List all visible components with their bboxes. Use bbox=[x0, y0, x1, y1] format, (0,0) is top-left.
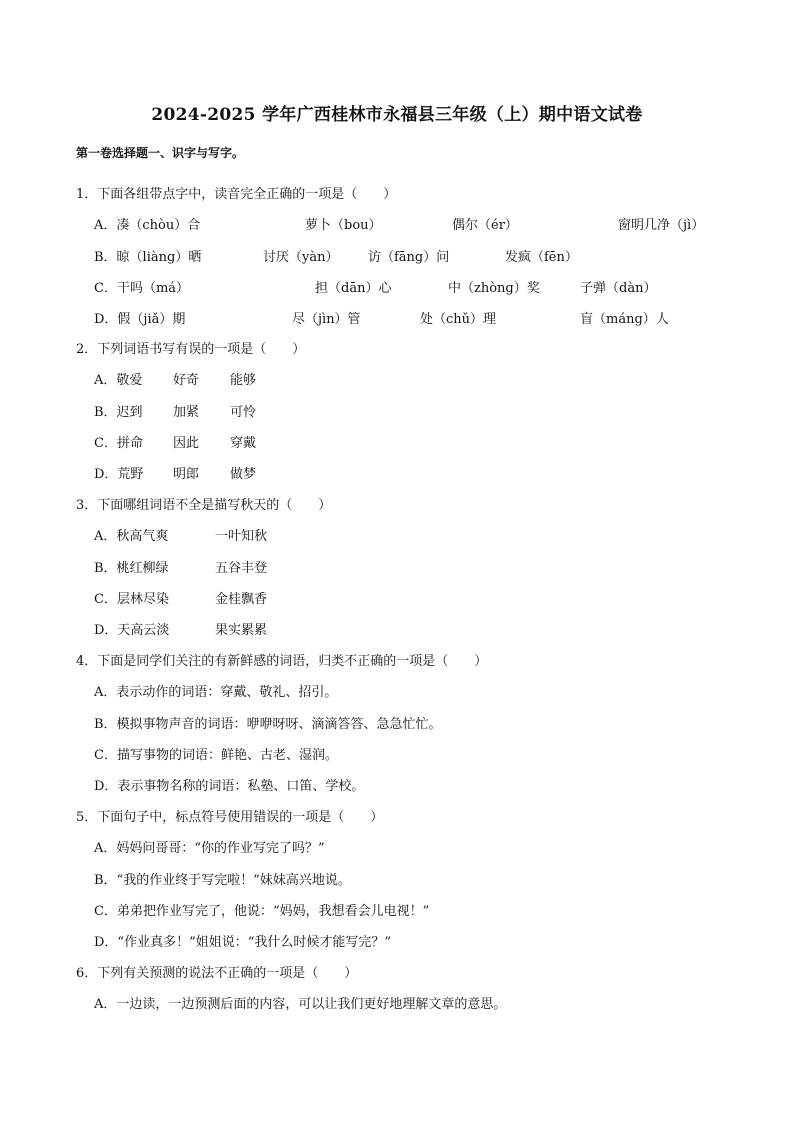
option-term: 讨厌（yàn） bbox=[263, 249, 339, 265]
question-stem: 2．下列词语书写有误的一项是（ ） bbox=[76, 342, 306, 357]
option-term: 发疯（fēn） bbox=[505, 249, 578, 265]
option-term: 偶尔（ér） bbox=[452, 218, 518, 234]
answer-option: C．弟弟把作业写完了，他说：“妈妈，我想看会儿电视！” bbox=[94, 903, 430, 919]
option-term: 处（chǔ）理 bbox=[420, 312, 497, 328]
question-stem: 6．下列有关预测的说法不正确的一项是（ ） bbox=[76, 966, 358, 981]
option-term: 尽（jìn）管 bbox=[292, 312, 361, 328]
answer-option: B．模拟事物声音的词语：咿咿呀呀、滴滴答答、急急忙忙。 bbox=[94, 716, 442, 732]
option-term: 五谷丰登 bbox=[215, 560, 268, 576]
option-term: 能够 bbox=[230, 373, 257, 389]
answer-option: A．一边读，一边预测后面的内容，可以让我们更好地理解文章的意思。 bbox=[94, 997, 507, 1013]
option-term: 访（fāng）问 bbox=[368, 249, 450, 265]
answer-option: C．拼命 bbox=[94, 435, 143, 451]
answer-option: D．“作业真多！”姐姐说：“我什么时候才能写完？” bbox=[94, 935, 392, 951]
option-term: 好奇 bbox=[173, 373, 200, 389]
section-heading: 第一卷选择题一、识字与写字。 bbox=[76, 146, 245, 160]
answer-option: B．“我的作业终于写完啦！”妹妹高兴地说。 bbox=[94, 872, 351, 888]
question-stem: 5．下面句子中，标点符号使用错误的一项是（ ） bbox=[76, 810, 384, 825]
answer-option: C．描写事物的词语：鲜艳、古老、湿润。 bbox=[94, 747, 338, 763]
answer-option: B．晾（liàng）晒 bbox=[94, 249, 202, 265]
option-term: 担（dān）心 bbox=[315, 280, 392, 296]
answer-option: C．干吗（má） bbox=[94, 280, 190, 296]
option-term: 一叶知秋 bbox=[215, 529, 268, 545]
option-term: 金桂飘香 bbox=[215, 591, 268, 607]
answer-option: D．天高云淡 bbox=[94, 623, 170, 639]
answer-option: A．凑（chòu）合 bbox=[94, 218, 201, 234]
option-term: 可怜 bbox=[230, 404, 257, 420]
option-term: 萝卜（bou） bbox=[305, 218, 382, 234]
answer-option: B．桃红柳绿 bbox=[94, 560, 169, 576]
option-term: 窗明几净（jì） bbox=[618, 218, 705, 234]
question-stem: 1．下面各组带点字中，读音完全正确的一项是（ ） bbox=[76, 187, 397, 202]
answer-option: A．妈妈问哥哥：“你的作业写完了吗？” bbox=[94, 841, 325, 857]
option-term: 加紧 bbox=[173, 404, 200, 420]
exam-title: 2024-2025 学年广西桂林市永福县三年级（上）期中语文试卷 bbox=[151, 105, 643, 125]
question-stem: 3．下面哪组词语不全是描写秋天的（ ） bbox=[76, 498, 332, 513]
answer-option: A．表示动作的词语：穿戴、敬礼、招引。 bbox=[94, 685, 338, 701]
answer-option: D．荒野 bbox=[94, 467, 144, 483]
question-stem: 4．下面是同学们关注的有新鲜感的词语，归类不正确的一项是（ ） bbox=[76, 654, 488, 669]
option-term: 子弹（dàn） bbox=[580, 280, 657, 296]
option-term: 明郎 bbox=[173, 467, 200, 483]
option-term: 果实累累 bbox=[215, 623, 268, 639]
option-term: 中（zhòng）奖 bbox=[448, 280, 540, 296]
answer-option: A．秋高气爽 bbox=[94, 529, 169, 545]
answer-option: D．假（jiǎ）期 bbox=[94, 312, 186, 328]
option-term: 做梦 bbox=[230, 467, 257, 483]
answer-option: D．表示事物名称的词语：私塾、口笛、学校。 bbox=[94, 779, 365, 795]
answer-option: B．迟到 bbox=[94, 404, 143, 420]
option-term: 因此 bbox=[173, 435, 200, 451]
answer-option: A．敬爱 bbox=[94, 373, 143, 389]
option-term: 穿戴 bbox=[230, 435, 257, 451]
option-term: 盲（máng）人 bbox=[580, 312, 669, 328]
answer-option: C．层林尽染 bbox=[94, 591, 169, 607]
